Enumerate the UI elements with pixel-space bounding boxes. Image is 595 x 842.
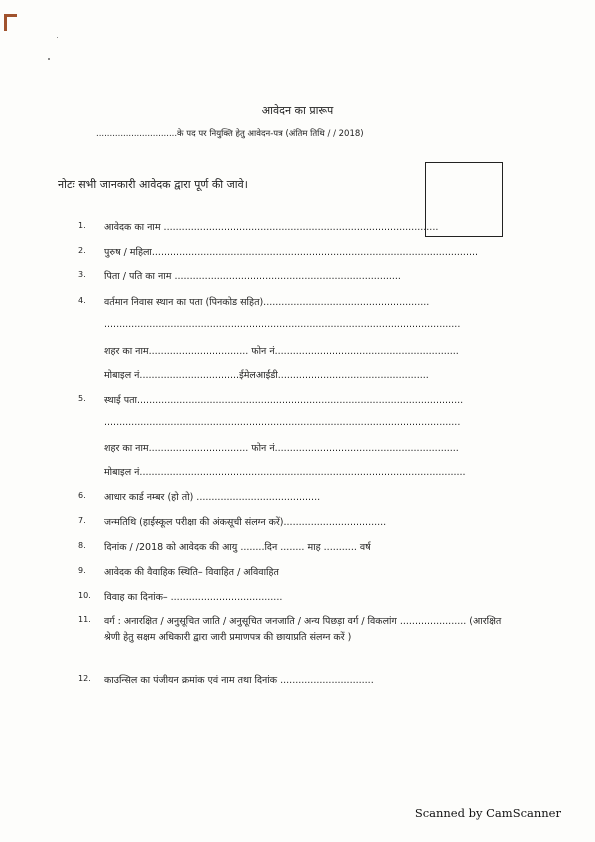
row-number: 10. <box>78 591 91 600</box>
row-number: 7. <box>78 516 86 525</box>
row-number: 3. <box>78 270 86 279</box>
row-text: आवेदक का नाम ........................................................................................... <box>104 222 439 233</box>
row-text: जन्मतिथि (हाईस्कूल परीक्षा की अंकसूची संलग्न करें).................................. <box>104 517 387 528</box>
form-subtitle: ..............................के पद पर नियुक्ति हेतु आवेदन-पत्र (अंतिम तिथि / / 2018) <box>96 129 364 139</box>
row-text: ...................................................................................................................... <box>104 417 461 428</box>
scan-speck <box>57 37 58 38</box>
form-title: आवेदन का प्रारूप <box>261 104 334 117</box>
row-text: पिता / पति का नाम ........................................................................... <box>104 271 401 282</box>
row-number: 1. <box>78 221 86 230</box>
row-text: वर्तमान निवास स्थान का पता (पिनकोड सहित)....................................................... <box>104 297 430 308</box>
row-number: 9. <box>78 566 86 575</box>
row-text: मोबाइल नं.................................ईमेलआईडी.................................................. <box>104 370 429 381</box>
row-text: शहर का नाम................................. फोन नं............................................................. <box>104 443 459 454</box>
row-number: 6. <box>78 491 86 500</box>
row-text: वर्ग : अनारक्षित / अनुसूचित जाति / अनुसूचित जनजाति / अन्य पिछड़ा वर्ग / विकलांग ...................... (आरक्षित श्रेणी हेतु सक्षम अधिकारी द्वारा जारी प्रमाणपत्र की छायाप्रति संलग्न करें ) <box>104 616 502 643</box>
row-text: आवेदक की वैवाहिक स्थिति– विवाहित / अविवाहित <box>104 567 279 578</box>
row-text: ...................................................................................................................... <box>104 319 461 330</box>
row-text: स्थाई पता............................................................................................................ <box>104 395 464 406</box>
camscanner-watermark: Scanned by CamScanner <box>414 806 561 820</box>
row-number: 8. <box>78 541 86 550</box>
row-number: 2. <box>78 246 86 255</box>
row-text: शहर का नाम................................. फोन नं............................................................. <box>104 346 459 357</box>
row-text: विवाह का दिनांक– ..................................... <box>104 592 283 603</box>
row-number: 5. <box>78 394 86 403</box>
row-text: दिनांक / /2018 को आवेदक की आयु ........दिन ........ माह ........... वर्ष <box>104 542 371 553</box>
row-text: काउन्सिल का पंजीयन क्रमांक एवं नाम तथा दिनांक ............................... <box>104 675 374 686</box>
form-note: नोटः सभी जानकारी आवेदक द्वारा पूर्ण की जावे। <box>58 178 248 191</box>
row-text: पुरुष / महिला............................................................................................................ <box>104 247 479 258</box>
scan-corner-mark <box>4 14 17 31</box>
row-text: आधार कार्ड नम्बर (हो तो) ......................................... <box>104 492 321 503</box>
row-text: मोबाइल नं............................................................................................................ <box>104 467 466 478</box>
row-number: 12. <box>78 674 91 683</box>
row-number: 4. <box>78 296 86 305</box>
row-number: 11. <box>78 615 91 624</box>
scan-speck <box>48 58 50 60</box>
